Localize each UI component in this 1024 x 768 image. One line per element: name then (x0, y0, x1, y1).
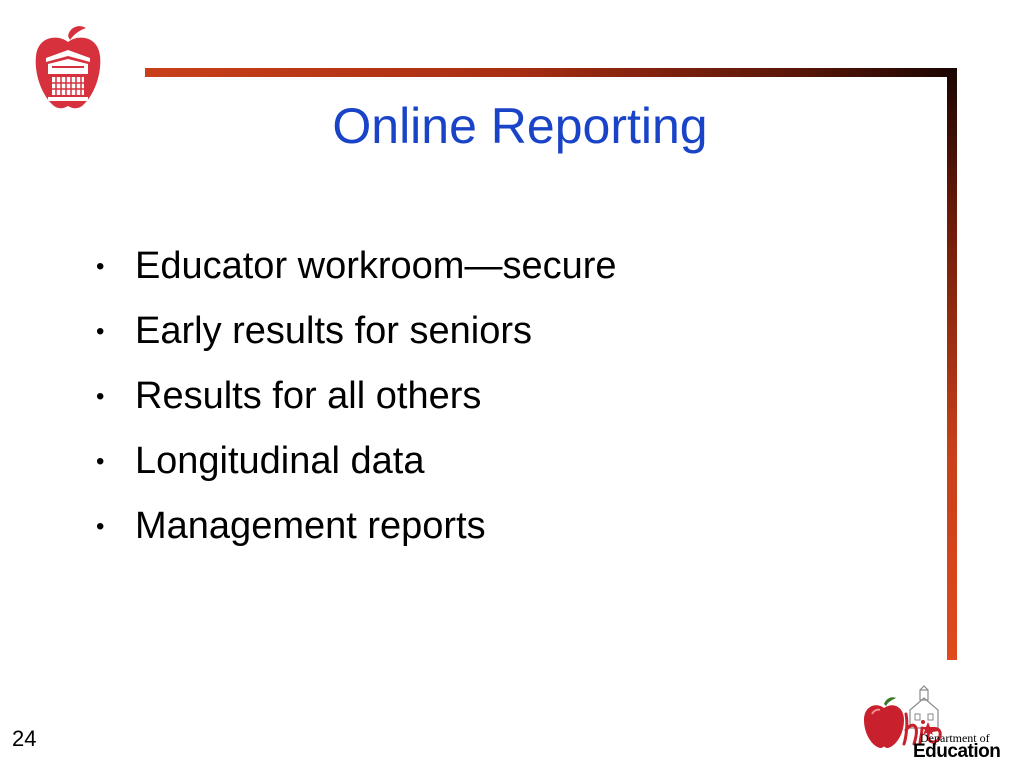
bullet-icon: • (96, 383, 105, 410)
bullet-item (96, 303, 617, 368)
bullet-list (96, 238, 617, 563)
page-number: 24 (12, 726, 37, 751)
top-accent-bar (145, 68, 957, 77)
bullet-text: Results for all others (135, 375, 482, 417)
side-accent-bar (947, 68, 957, 660)
bullet-text: Longitudinal data (135, 440, 425, 482)
slide-title: Online Reporting (332, 98, 708, 154)
bullet-text: Early results for seniors (135, 310, 533, 352)
bullet-item (96, 238, 617, 303)
bullet-icon: • (96, 318, 105, 345)
bullet-item (96, 498, 617, 563)
ode-department-text: Department of (920, 731, 990, 745)
bullet-icon: • (96, 513, 105, 540)
bullet-icon: • (96, 448, 105, 475)
bullet-item (96, 433, 617, 498)
bullet-item (96, 368, 617, 433)
bullet-text: Management reports (135, 505, 486, 547)
ode-education-text: Education (913, 741, 1001, 762)
bullet-text: Educator workroom—secure (135, 245, 617, 287)
bullet-icon: • (96, 253, 105, 280)
